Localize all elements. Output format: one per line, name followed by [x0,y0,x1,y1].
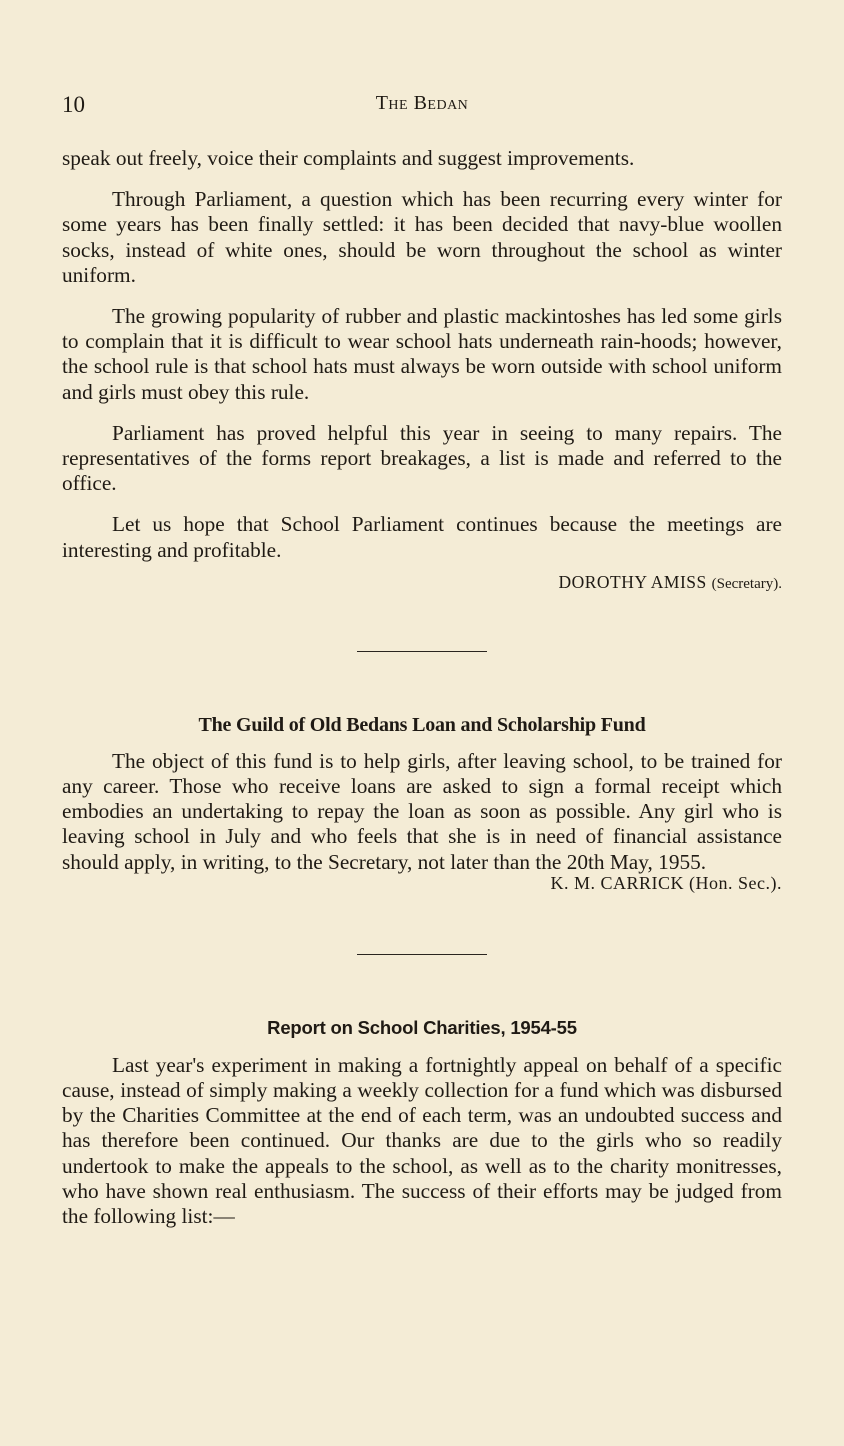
paragraph: Let us hope that School Parliament continues because the meetings are interesting and profitable. [62,512,782,562]
section-heading: The Guild of Old Bedans Loan and Scholarship Fund [198,713,646,736]
paragraph: Last year's experiment in making a fortnightly appeal on behalf of a specific cause, instead of simply making a weekly collection for a fund which was disbursed by the Charities Committee at the end of each term, was an undoubted success and has therefore been continued. Our thanks are due to the girls who so readily undertook to make the appeals to the school, as well as to the charity monitresses, who have shown real enthusiasm. The success of their efforts may be judged from the following list:— [62,1052,782,1229]
running-title: The Bedan [375,92,469,114]
signature: K. M. CARRICK (Hon. Sec.). [550,872,782,893]
paragraph: speak out freely, voice their complaints and suggest improvements. [62,146,635,170]
paragraph: Parliament has proved helpful this year in seeing to many repairs. The representatives of the forms report breakages, a list is made and referred to the office. [62,420,782,496]
page-header [62,88,782,124]
section-heading: Report on School Charities, 1954-55 [267,1016,577,1038]
signature-name: DOROTHY AMISS [558,571,707,592]
signature-block [62,572,782,593]
paragraph: Through Parliament, a question which has been recurring every winter for some years has been finally settled: it has been decided that navy-blue woollen socks, instead of white ones, should be worn throughout the school as winter uniform. [62,187,782,287]
page-number: 10 [62,92,85,117]
page [62,88,782,1229]
paragraph: The growing popularity of rubber and plastic mackintoshes has led some girls to complain that it is difficult to wear school hats underneath rain-hoods; however, the school rule is that school hats must always be worn outside with school uniform and girls must obey this rule. [62,304,782,404]
signature-role: (Secretary). [711,575,782,592]
paragraph: The object of this fund is to help girls, after leaving school, to be trained for any career. Those who receive loans are asked to sign a formal receipt which embodies an undertaking to repay the loan as soon as possible. Any girl who is leaving school in July and who feels that she is in need of financial assistance should apply, in writing, to the Secretary, not later than the 20th May, 1955. [62,748,782,874]
